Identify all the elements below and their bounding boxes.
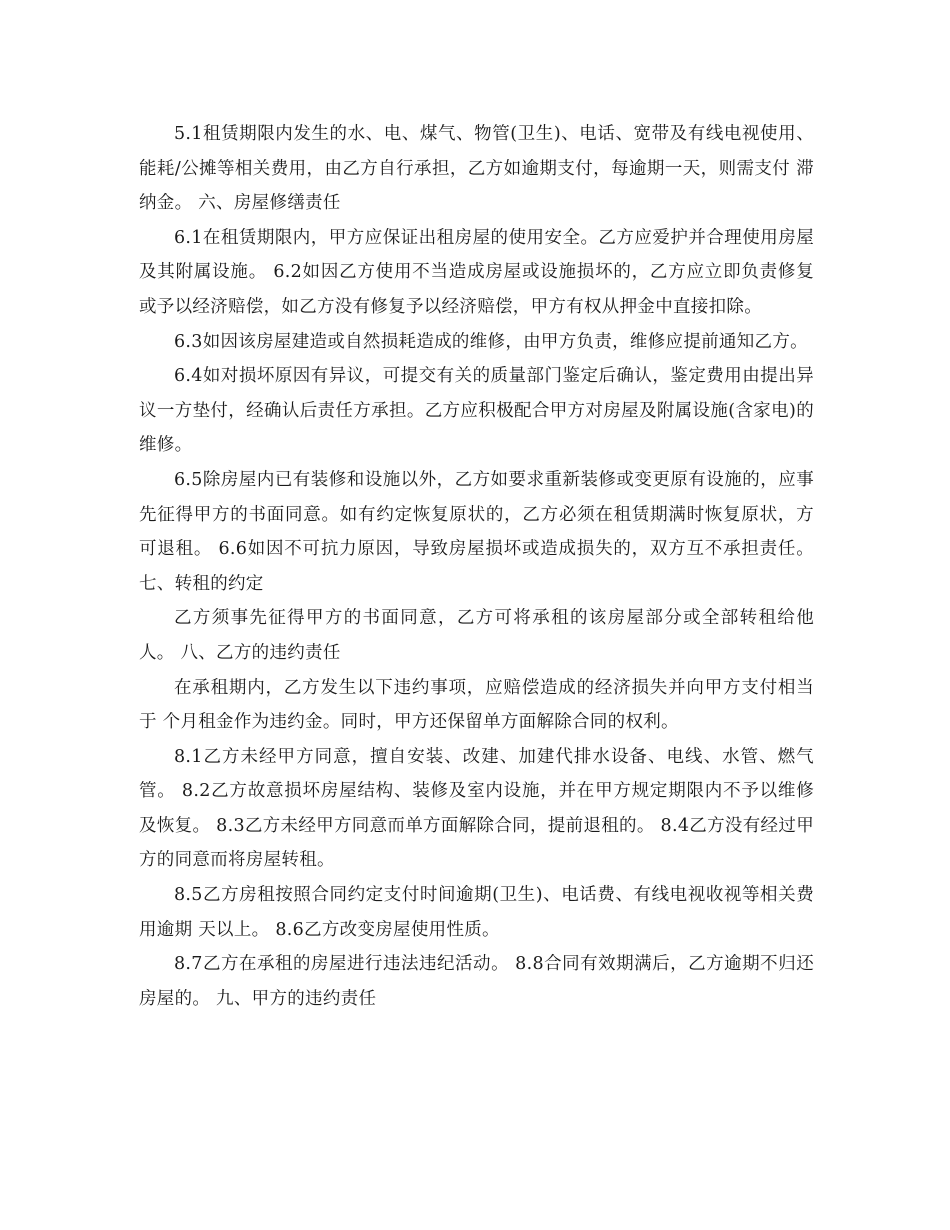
paragraph-5-1: 5.1租赁期限内发生的水、电、煤气、物管(卫生)、电话、宽带及有线电视使用、能耗/公摊等相关费用，由乙方自行承担，乙方如逾期支付，每逾期一天，则需支付 滞纳金。 六、房屋修缮责任 bbox=[139, 124, 814, 214]
paragraph-6-5: 6.5除房屋内已有装修和设施以外，乙方如要求重新装修或变更原有设施的，应事先征得甲方的书面同意。如有约定恢复原状的，乙方必须在租赁期满时恢复原状，方可退租。 6.6如因不可抗力原因，导致房屋损坏或造成损失的，双方互不承担责任。 七、转租的约定 bbox=[139, 469, 814, 594]
paragraph-8-1: 8.1乙方未经甲方同意，擅自安装、改建、加建代排水设备、电线、水管、燃气管。 8.2乙方故意损坏房屋结构、装修及室内设施，并在甲方规定期限内不予以维修及恢复。 8.3乙方未经甲方同意而单方面解除合同，提前退租的。 8.4乙方没有经过甲方的同意而将房屋转租。 bbox=[139, 746, 814, 871]
paragraph-sublease: 乙方须事先征得甲方的书面同意，乙方可将承租的该房屋部分或全部转租给他人。 八、乙方的违约责任 bbox=[139, 608, 814, 663]
paragraph-6-3: 6.3如因该房屋建造或自然损耗造成的维修，由甲方负责，维修应提前通知乙方。 bbox=[174, 331, 808, 352]
paragraph-8-7: 8.7乙方在承租的房屋进行违法违纪活动。 8.8合同有效期满后，乙方逾期不归还房屋的。 九、甲方的违约责任 bbox=[139, 954, 814, 1009]
document-page bbox=[139, 117, 814, 1016]
paragraph-6-1: 6.1在租赁期限内，甲方应保证出租房屋的使用安全。乙方应爱护并合理使用房屋及其附属设施。 6.2如因乙方使用不当造成房屋或设施损坏的，乙方应立即负责修复或予以经济赔偿，如乙方没有修复予以经济赔偿，甲方有权从押金中直接扣除。 bbox=[139, 227, 814, 317]
paragraph-8-5: 8.5乙方房租按照合同约定支付时间逾期(卫生)、电话费、有线电视收视等相关费用逾期 天以上。 8.6乙方改变房屋使用性质。 bbox=[139, 885, 814, 940]
paragraph-breach-intro: 在承租期内，乙方发生以下违约事项，应赔偿造成的经济损失并向甲方支付相当于 个月租金作为违约金。同时，甲方还保留单方面解除合同的权利。 bbox=[139, 677, 814, 733]
paragraph-6-4: 6.4如对损坏原因有异议，可提交有关的质量部门鉴定后确认，鉴定费用由提出异议一方垫付，经确认后责任方承担。乙方应积极配合甲方对房屋及附属设施(含家电)的维修。 bbox=[139, 366, 814, 456]
